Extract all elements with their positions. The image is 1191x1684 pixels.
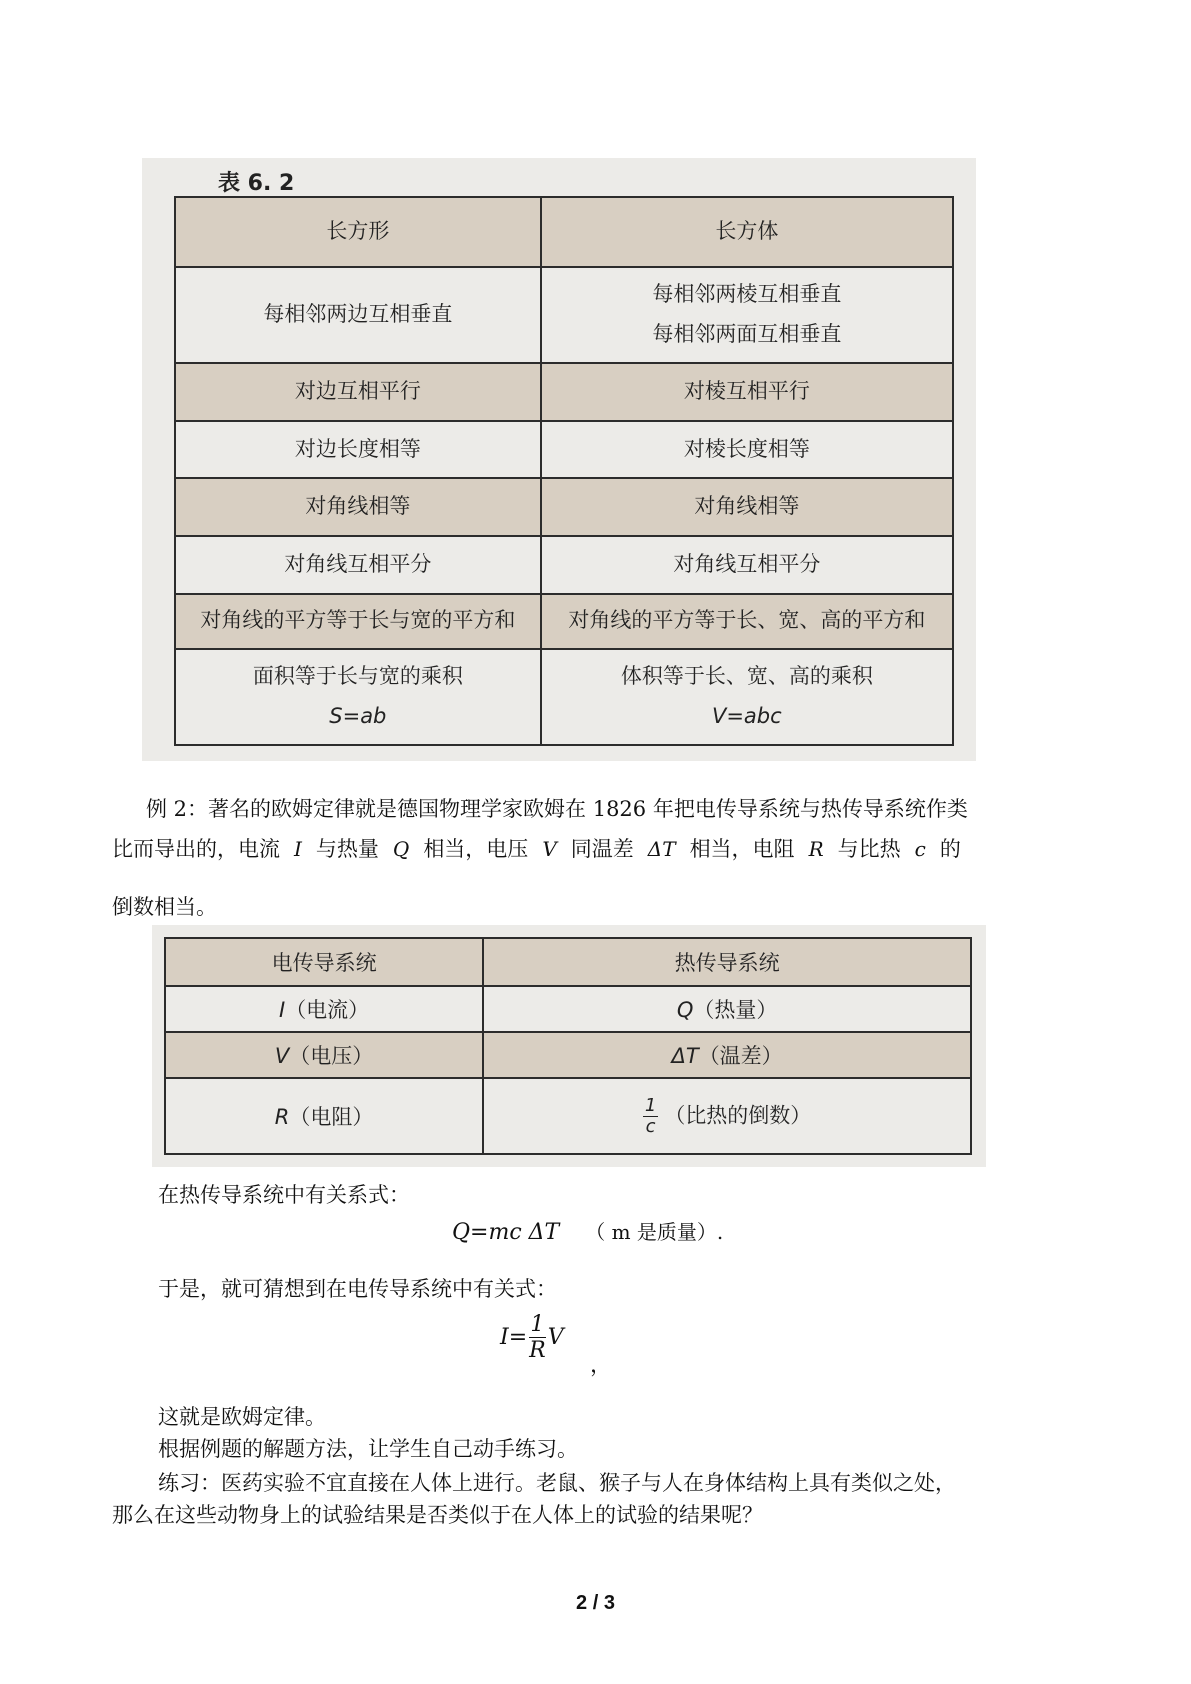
table-cell: 对角线互相平分 xyxy=(175,536,541,594)
heat-formula xyxy=(452,1216,723,1245)
example2-line3: 倒数相当。 xyxy=(112,895,217,919)
table-row xyxy=(175,478,953,536)
text-span: 相当，电压 xyxy=(423,837,529,861)
text-span: 相当，电阻 xyxy=(689,837,795,861)
header-cuboid: 长方体 xyxy=(541,197,953,267)
table-cell xyxy=(165,1078,483,1154)
text-span: 比而导出的，电流 xyxy=(112,837,280,861)
table-cell: 对边互相平行 xyxy=(175,363,541,421)
table-6-2-image xyxy=(142,158,976,761)
table-row xyxy=(175,421,953,479)
table-cell xyxy=(483,1032,971,1078)
fraction-one-over-c xyxy=(643,1096,658,1137)
example2-line1: 例 2：著名的欧姆定律就是德国物理学家欧姆在 1826 年把电传导系统与热传导系统作类 xyxy=(146,797,968,821)
area-formula: S=ab xyxy=(329,703,387,728)
table-row xyxy=(165,1032,971,1078)
example2-line2 xyxy=(112,834,961,866)
header-rectangle: 长方形 xyxy=(175,197,541,267)
table-row xyxy=(175,267,953,363)
fraction-one-over-r xyxy=(529,1312,546,1364)
numerator: 1 xyxy=(530,1312,545,1337)
page-number: 2 / 3 xyxy=(576,1592,615,1614)
table-row xyxy=(165,986,971,1032)
text-span: 与比热 xyxy=(837,837,901,861)
cell-line: 每相邻两面互相垂直 xyxy=(652,322,842,347)
var: Q xyxy=(676,998,694,1022)
conclusion-text: 这就是欧姆定律。 xyxy=(158,1405,326,1429)
var: V xyxy=(274,1044,290,1068)
table-cell xyxy=(165,1032,483,1078)
ohm-law-formula xyxy=(500,1312,564,1364)
header-electric: 电传导系统 xyxy=(165,938,483,986)
volume-formula: V=abc xyxy=(711,703,782,728)
header-thermal: 热传导系统 xyxy=(483,938,971,986)
table-cell: 对角线相等 xyxy=(175,478,541,536)
heat-relation-intro: 在热传导系统中有关系式： xyxy=(158,1183,410,1207)
practice-intro: 根据例题的解题方法，让学生自己动手练习。 xyxy=(158,1437,578,1461)
table-cell xyxy=(165,986,483,1032)
cell-line: 面积等于长与宽的乘积 xyxy=(252,664,463,689)
var: I xyxy=(278,998,286,1022)
denominator: R xyxy=(529,1338,546,1364)
analogy-table-image xyxy=(152,925,986,1167)
text-span: 的 xyxy=(939,837,961,861)
table-cell xyxy=(541,649,953,745)
denominator: c xyxy=(645,1115,656,1137)
var-specific-heat: c xyxy=(914,837,926,861)
formula-comma: ， xyxy=(590,1353,613,1378)
table-cell: 对棱互相平行 xyxy=(541,363,953,421)
var: R xyxy=(274,1105,290,1129)
cell-line: 体积等于长、宽、高的乘积 xyxy=(620,664,873,689)
text-span: 同温差 xyxy=(570,837,634,861)
comparison-table-rectangle-cuboid xyxy=(174,196,954,746)
formula-rhs: V xyxy=(547,1325,564,1351)
table-row xyxy=(165,1078,971,1154)
table-cell: 对角线的平方等于长、宽、高的平方和 xyxy=(541,594,953,649)
table-cell xyxy=(175,649,541,745)
var-current: I xyxy=(294,837,302,861)
cell-line: 每相邻两棱互相垂直 xyxy=(652,282,842,307)
practice-line2: 那么在这些动物身上的试验结果是否类似于在人体上的试验的结果呢？ xyxy=(112,1503,763,1527)
formula-lhs: I= xyxy=(500,1325,528,1351)
table-cell: 对角线互相平分 xyxy=(541,536,953,594)
table-cell: 对角线相等 xyxy=(541,478,953,536)
label: （温差） xyxy=(698,1044,783,1068)
table-caption: 表 6. 2 xyxy=(218,171,295,196)
var-voltage: V xyxy=(542,837,557,861)
var-temp-diff: ΔT xyxy=(647,837,676,861)
table-row xyxy=(175,594,953,649)
var: ΔT xyxy=(671,1044,699,1068)
var-resistance: R xyxy=(808,837,824,861)
formula-note: （ m 是质量）. xyxy=(585,1220,724,1244)
table-cell xyxy=(541,267,953,363)
table-cell: 对边长度相等 xyxy=(175,421,541,479)
label: （电压） xyxy=(289,1044,374,1068)
table-row xyxy=(175,363,953,421)
var-heat: Q xyxy=(392,837,410,861)
label: （比热的倒数） xyxy=(664,1103,812,1127)
text-span: 与热量 xyxy=(315,837,379,861)
table-header-row xyxy=(165,938,971,986)
label: （热量） xyxy=(693,998,778,1022)
table-cell: 对角线的平方等于长与宽的平方和 xyxy=(175,594,541,649)
table-header-row xyxy=(175,197,953,267)
table-row xyxy=(175,649,953,745)
table-row xyxy=(175,536,953,594)
label: （电阻） xyxy=(289,1105,374,1129)
label: （电流） xyxy=(285,998,370,1022)
guess-text: 于是，就可猜想到在电传导系统中有关式： xyxy=(158,1277,557,1301)
table-cell xyxy=(483,986,971,1032)
table-cell: 对棱长度相等 xyxy=(541,421,953,479)
practice-line1: 练习：医药实验不宜直接在人体上进行。老鼠、猴子与人在身体结构上具有类似之处， xyxy=(158,1471,956,1495)
numerator: 1 xyxy=(644,1094,657,1116)
table-cell: 每相邻两边互相垂直 xyxy=(175,267,541,363)
formula: Q=mc ΔT xyxy=(452,1220,560,1245)
table-cell xyxy=(483,1078,971,1154)
analogy-table xyxy=(164,937,972,1155)
